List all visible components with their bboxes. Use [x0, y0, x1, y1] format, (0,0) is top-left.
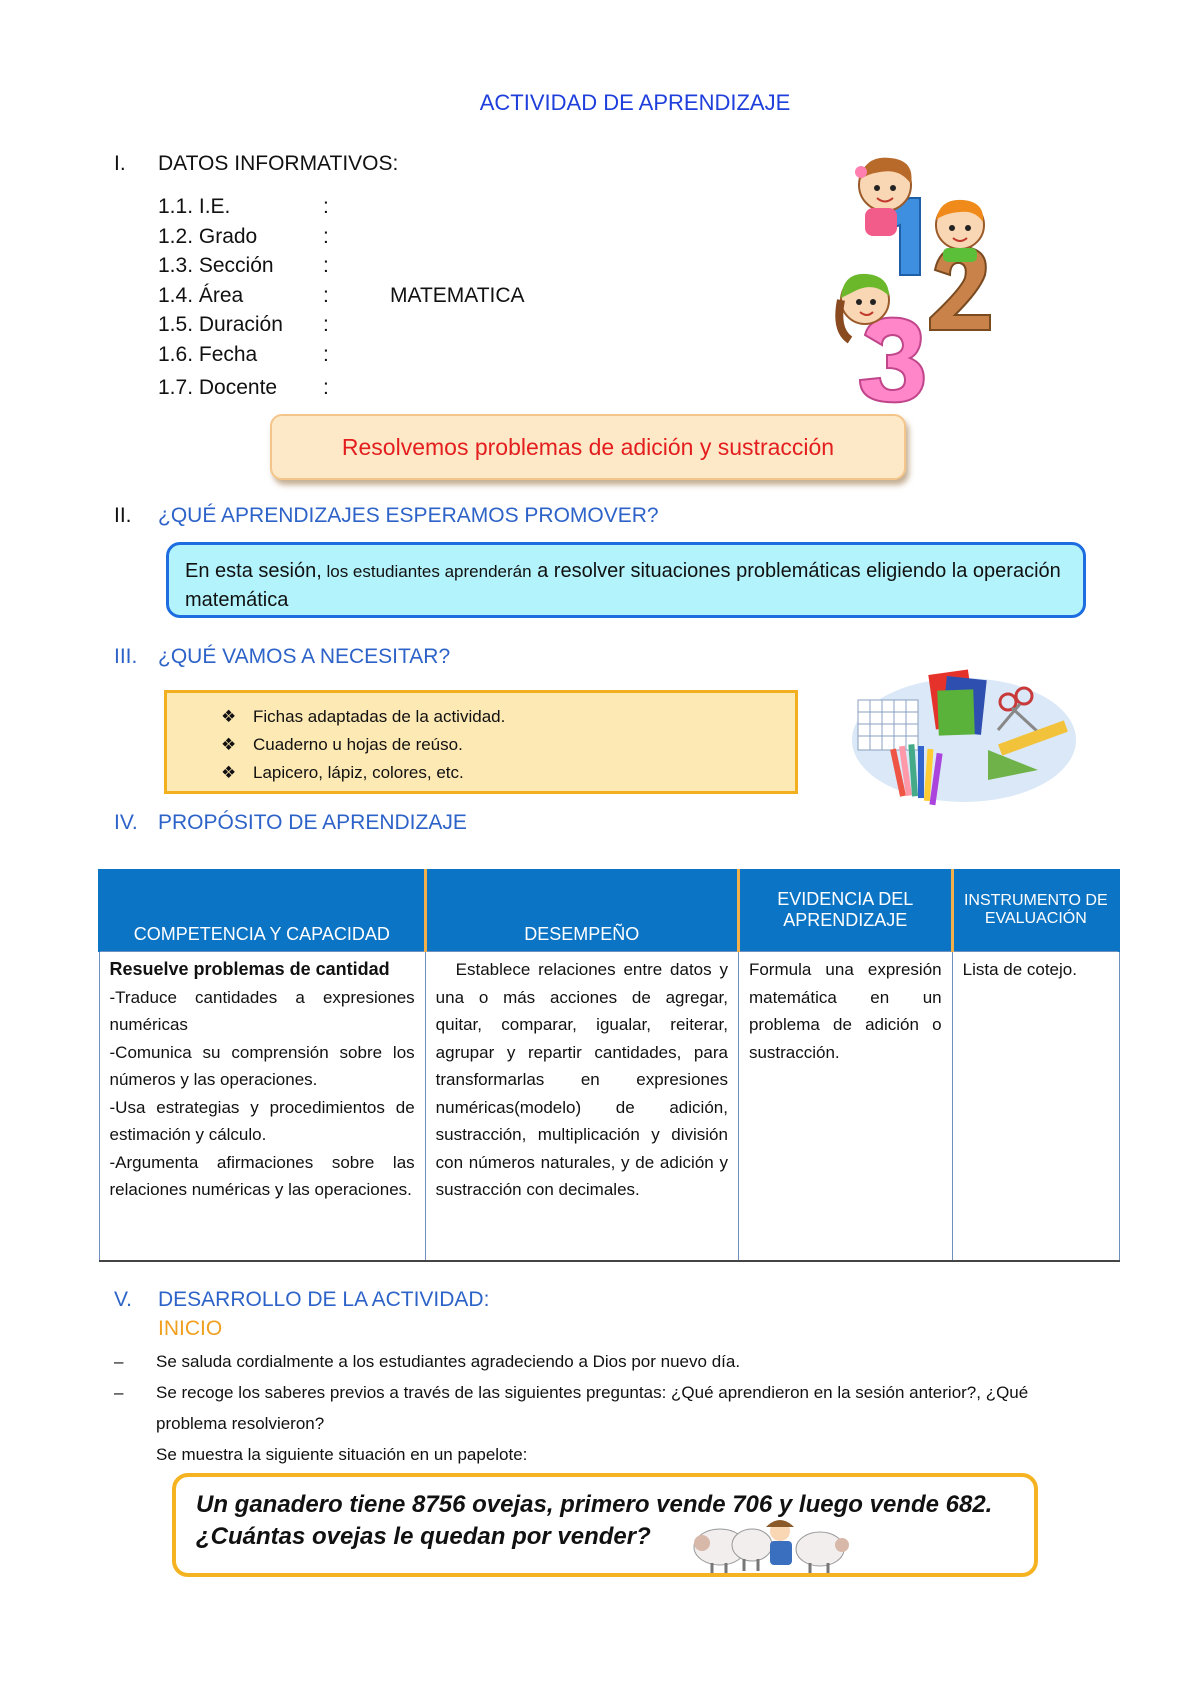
- list-item: [114, 1377, 1054, 1439]
- section-2-heading: [114, 504, 659, 528]
- datos-label: 1.7. Docente: [158, 376, 278, 399]
- section-3-title: ¿QUÉ VAMOS A NECESITAR?: [158, 645, 451, 668]
- materials-item-text: Cuaderno u hojas de reúso.: [253, 735, 463, 754]
- datos-colon: :: [323, 313, 329, 336]
- datos-label: 1.3. Sección: [158, 254, 274, 277]
- inicio-subheading: INICIO: [158, 1317, 223, 1340]
- kids-numbers-illustration: [825, 150, 995, 405]
- section-5-heading: [114, 1288, 489, 1312]
- page-title: ACTIVIDAD DE APRENDIZAJE: [479, 90, 791, 115]
- section-3-number: III.: [114, 645, 138, 668]
- materials-box: [164, 690, 798, 794]
- section-5-title: DESARROLLO DE LA ACTIVIDAD:: [158, 1288, 490, 1311]
- problem-box: Un ganadero tiene 8756 ovejas, primero vende 706 y luego vende 682. ¿Cuántas ovejas le quedan por vender?: [172, 1473, 1038, 1577]
- datos-value: MATEMATICA: [390, 283, 525, 307]
- column-header-competencia: COMPETENCIA Y CAPACIDAD: [99, 869, 425, 952]
- materials-item: [221, 731, 795, 759]
- section-2-title: ¿QUÉ APRENDIZAJES ESPERAMOS PROMOVER?: [158, 504, 659, 527]
- dash-icon: –: [114, 1352, 124, 1371]
- materials-item-text: Lapicero, lápiz, colores, etc.: [253, 763, 464, 782]
- evidencia-cell: Formula una expresión matemática en un problema de adición o sustracción.: [738, 952, 952, 1262]
- section-1-heading: [114, 152, 398, 176]
- capacidad-item: -Traduce cantidades a expresiones numéricas: [109, 987, 415, 1034]
- materials-item: [221, 703, 795, 731]
- learning-goal-text-c: a resolver situaciones problemáticas eligiendo la operación matemática: [185, 560, 1061, 611]
- competencia-title: Resuelve problemas de cantidad: [109, 959, 390, 979]
- datos-colon: :: [323, 342, 329, 366]
- list-note-text: Se muestra la siguiente situación en un papelote:: [156, 1445, 528, 1464]
- capacidad-item: -Argumenta afirmaciones sobre las relaciones numéricas y las operaciones.: [109, 1152, 415, 1199]
- datos-label: 1.2. Grado: [158, 224, 258, 248]
- purpose-table: [98, 869, 1120, 1262]
- column-header-evidencia: EVIDENCIA DEL APRENDIZAJE: [738, 869, 952, 952]
- section-4-heading: [114, 811, 467, 835]
- desempeno-cell: Establece relaciones entre datos y una o más acciones de agregar, quitar, comparar, igualar, reiterar, agrupar y repartir cantidades, para transformarlas en expresiones numéricas(modelo) de adición, sustracción, multiplicación y división con números naturales, y de adición y sustracción con decimales.: [425, 952, 738, 1262]
- list-item-text: Se recoge los saberes previos a través de las siguientes preguntas: ¿Qué aprendieron en la sesión anterior?, ¿Qué problema resolvieron?: [156, 1383, 1029, 1433]
- farmer-sheep-illustration: [692, 1515, 862, 1577]
- datos-colon: :: [323, 376, 329, 399]
- datos-colon: :: [323, 195, 329, 218]
- datos-colon: :: [323, 254, 329, 277]
- table-row: [99, 952, 1119, 1262]
- bullet-icon: ❖: [221, 707, 237, 726]
- datos-label: 1.6. Fecha: [158, 342, 258, 366]
- section-3-heading: [114, 645, 450, 669]
- datos-colon: :: [323, 224, 329, 248]
- list-item: [114, 1346, 1054, 1377]
- learning-goal-text-a: En esta sesión,: [185, 560, 322, 582]
- list-note: [114, 1439, 1054, 1470]
- bullet-icon: ❖: [221, 735, 237, 754]
- list-item-text: Se saluda cordialmente a los estudiantes agradeciendo a Dios por nuevo día.: [156, 1352, 741, 1371]
- learning-goal-box: [166, 542, 1086, 618]
- materials-item: [221, 759, 795, 787]
- school-supplies-illustration: [848, 660, 1080, 810]
- capacidad-item: -Usa estrategias y procedimientos de estimación y cálculo.: [109, 1097, 415, 1144]
- learning-goal-text-b: los estudiantes aprenderán: [321, 562, 532, 581]
- section-1-title: DATOS INFORMATIVOS:: [158, 152, 399, 175]
- section-1-number: I.: [114, 152, 126, 175]
- section-2-number: II.: [114, 504, 132, 527]
- datos-label: 1.4. Área: [158, 283, 244, 307]
- materials-item-text: Fichas adaptadas de la actividad.: [253, 707, 506, 726]
- datos-colon: :: [323, 283, 329, 307]
- section-4-title: PROPÓSITO DE APRENDIZAJE: [158, 811, 467, 834]
- section-4-number: IV.: [114, 811, 138, 834]
- dash-icon: –: [114, 1383, 124, 1402]
- column-header-desempeno: DESEMPEÑO: [425, 869, 738, 952]
- inicio-list: [114, 1346, 1054, 1470]
- capacidad-item: -Comunica su comprensión sobre los números y las operaciones.: [109, 1042, 415, 1089]
- bullet-icon: ❖: [221, 763, 237, 782]
- datos-label: 1.1. I.E.: [158, 195, 231, 218]
- datos-label: 1.5. Duración: [158, 313, 283, 336]
- section-5-number: V.: [114, 1288, 132, 1311]
- competencia-cell: [99, 952, 425, 1262]
- session-title-banner: Resolvemos problemas de adición y sustracción: [270, 414, 906, 480]
- instrumento-cell: Lista de cotejo.: [952, 952, 1119, 1262]
- purpose-table-header: [99, 869, 1119, 952]
- column-header-instrumento: INSTRUMENTO DE EVALUACIÓN: [952, 869, 1119, 952]
